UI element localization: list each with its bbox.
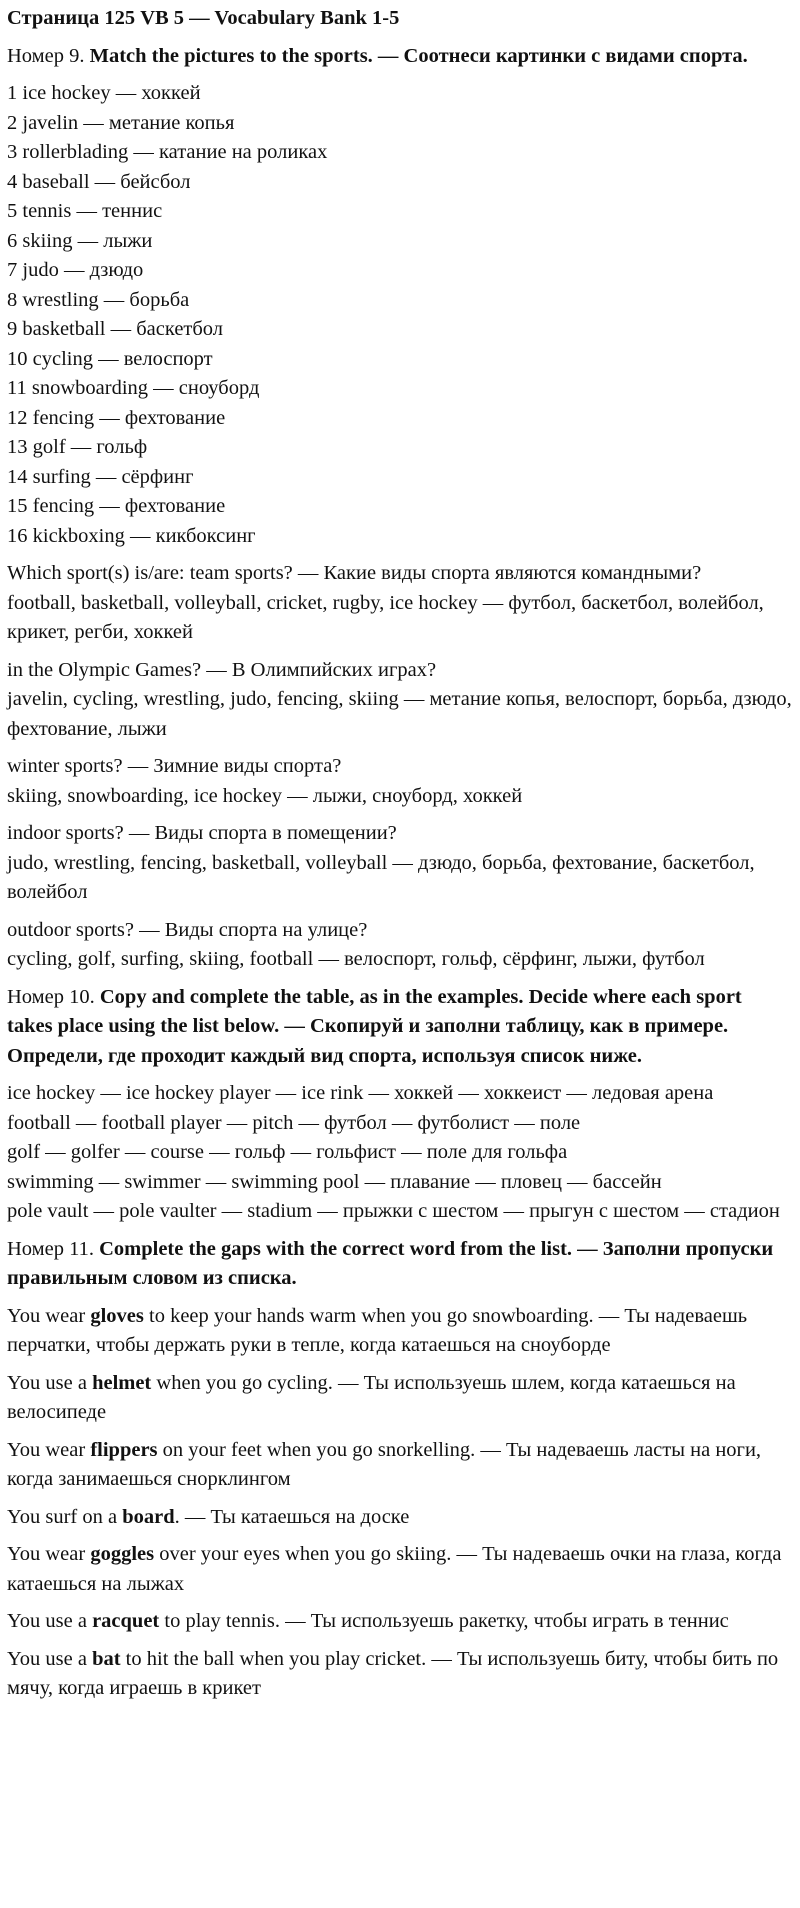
table-row: pole vault — pole vaulter — stadium — прыжки с шестом — прыгун с шестом — стадион bbox=[7, 1200, 780, 1222]
sentence-start: You wear bbox=[7, 1543, 91, 1565]
list-item: 7 judo — дзюдо bbox=[7, 259, 144, 281]
list-item: 15 fencing — фехтование bbox=[7, 495, 226, 517]
sentence-end: over your eyes when you go skiing. — Ты надеваешь очки на глаза, когда катаешься на лыжах bbox=[7, 1543, 782, 1595]
exercise-number: Номер 10. bbox=[7, 985, 95, 1008]
list-item: 14 surfing — сёрфинг bbox=[7, 465, 194, 488]
sentence-start: You use a bbox=[7, 1647, 93, 1670]
list-item: 9 basketball — баскетбол bbox=[7, 318, 224, 340]
question-block bbox=[7, 752, 792, 811]
sentence bbox=[7, 1503, 792, 1533]
list-item: 1 ice hockey — хоккей bbox=[7, 82, 201, 104]
list-item: 3 rollerblading — катание на роликах bbox=[7, 141, 328, 163]
exercise-number: Номер 9. bbox=[7, 44, 85, 67]
sentence bbox=[7, 1607, 792, 1637]
answer: football, basketball, volleyball, cricket, rugby, ice hockey — футбол, баскетбол, волейбол, крикет, регби, хоккей bbox=[7, 591, 764, 643]
answer-word: board bbox=[122, 1505, 175, 1528]
answer: javelin, cycling, wrestling, judo, fencing, skiing — метание копья, велоспорт, борьба, дзюдо, фехтование, лыжи bbox=[7, 688, 792, 740]
table-row: ice hockey — ice hockey player — ice rink — хоккей — хоккеист — ледовая арена bbox=[7, 1082, 714, 1104]
list-item: 10 cycling — велоспорт bbox=[7, 347, 213, 370]
question: Which sport(s) is/are: team sports? — Какие виды спорта являются командными? bbox=[7, 562, 702, 584]
list-item: 6 skiing — лыжи bbox=[7, 229, 153, 252]
sentence-start: You use a bbox=[7, 1371, 93, 1394]
list-item: 13 golf — гольф bbox=[7, 436, 148, 458]
sentence-end: to keep your hands warm when you go snowboarding. — Ты надеваешь перчатки, чтобы держать руки в тепле, когда катаешься на сноуборде bbox=[7, 1304, 748, 1356]
list-item: 5 tennis — теннис bbox=[7, 200, 163, 222]
answer-word: helmet bbox=[92, 1371, 152, 1394]
list-item: 16 kickboxing — кикбоксинг bbox=[7, 524, 256, 547]
answer-word: gloves bbox=[90, 1304, 144, 1327]
sentence-end: on your feet when you go snorkelling. — Ты надеваешь ласты на ноги, когда занимаешься снорклингом bbox=[7, 1438, 762, 1490]
exercise-task: Match the pictures to the sports. — Соотнеси картинки с видами спорта. bbox=[89, 44, 748, 67]
sentence-start: You wear bbox=[7, 1304, 91, 1327]
sentence-start: You wear bbox=[7, 1438, 91, 1461]
sentence-end: when you go cycling. — Ты используешь шлем, когда катаешься на велосипеде bbox=[7, 1371, 736, 1423]
list-item: 11 snowboarding — сноуборд bbox=[7, 377, 260, 399]
exercise-9-list bbox=[7, 79, 792, 551]
table-row: swimming — swimmer — swimming pool — плавание — пловец — бассейн bbox=[7, 1170, 662, 1193]
table-row: football — football player — pitch — футбол — футболист — поле bbox=[7, 1111, 581, 1134]
exercise-10-table-rows bbox=[7, 1079, 792, 1227]
sentence-start: You surf on a bbox=[7, 1505, 123, 1528]
exercise-task: Copy and complete the table, as in the examples. Decide where each sport takes place using the list below. — Скопируй и заполни таблицу, как в примере. Определи, где проходит каждый вид спорта, используя список ниже. bbox=[7, 985, 742, 1067]
sentence-end: to play tennis. — Ты используешь ракетку, чтобы играть в теннис bbox=[159, 1610, 729, 1632]
answer-word: bat bbox=[92, 1647, 121, 1670]
exercise-9-heading bbox=[7, 42, 792, 72]
answer-word: flippers bbox=[90, 1438, 158, 1461]
sentence-end: to hit the ball when you play cricket. — Ты используешь биту, чтобы бить по мячу, когда играешь в крикет bbox=[7, 1647, 779, 1699]
list-item: 4 baseball — бейсбол bbox=[7, 170, 191, 193]
exercise-10-heading bbox=[7, 983, 792, 1072]
answer-word: goggles bbox=[90, 1543, 155, 1565]
question: winter sports? — Зимние виды спорта? bbox=[7, 755, 342, 777]
question: outdoor sports? — Виды спорта на улице? bbox=[7, 918, 368, 941]
sentence bbox=[7, 1645, 792, 1704]
sentence-end: . — Ты катаешься на доске bbox=[174, 1505, 410, 1528]
question-block bbox=[7, 916, 792, 975]
sentence bbox=[7, 1369, 792, 1428]
exercise-11-heading bbox=[7, 1235, 792, 1294]
sentence-start: You use a bbox=[7, 1610, 93, 1632]
exercise-task: Complete the gaps with the correct word from the list. — Заполни пропуски правильным словом из списка. bbox=[7, 1237, 774, 1289]
question-block bbox=[7, 656, 792, 745]
sentence bbox=[7, 1436, 792, 1495]
list-item: 8 wrestling — борьба bbox=[7, 288, 190, 311]
answer: judo, wrestling, fencing, basketball, volleyball — дзюдо, борьба, фехтование, баскетбол, волейбол bbox=[7, 851, 755, 903]
question-block bbox=[7, 819, 792, 908]
question: in the Olympic Games? — В Олимпийских играх? bbox=[7, 658, 437, 681]
exercise-number: Номер 11. bbox=[7, 1237, 94, 1260]
sentence bbox=[7, 1540, 792, 1599]
answer: skiing, snowboarding, ice hockey — лыжи, сноуборд, хоккей bbox=[7, 784, 523, 807]
table-row: golf — golfer — course — гольф — гольфист — поле для гольфа bbox=[7, 1141, 568, 1163]
list-item: 12 fencing — фехтование bbox=[7, 406, 226, 429]
question-block bbox=[7, 559, 792, 648]
page-title: Страница 125 VB 5 — Vocabulary Bank 1-5 bbox=[7, 7, 400, 29]
list-item: 2 javelin — метание копья bbox=[7, 111, 235, 134]
answer: cycling, golf, surfing, skiing, football — велоспорт, гольф, сёрфинг, лыжи, футбол bbox=[7, 948, 705, 970]
answer-word: racquet bbox=[92, 1610, 160, 1632]
question: indoor sports? — Виды спорта в помещении? bbox=[7, 822, 397, 844]
sentence bbox=[7, 1302, 792, 1361]
